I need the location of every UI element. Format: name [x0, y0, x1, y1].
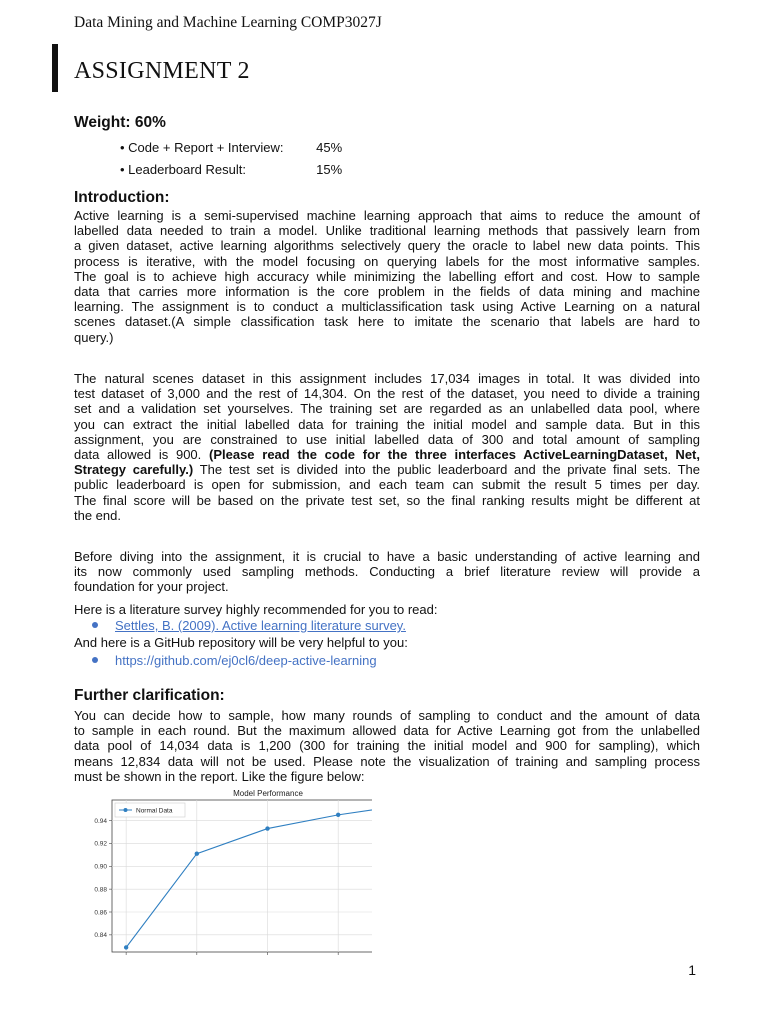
weight-item: • Code + Report + Interview: 45%: [120, 137, 342, 159]
text-line: a given dataset, active learning algorithms selectively query the oracle to label new data points. This: [74, 238, 700, 254]
repo-list-item: [92, 653, 377, 668]
text-line: The final score will be based on the private test set, so the final ranking results might be different at: [74, 492, 700, 508]
text-line: query.): [74, 329, 114, 345]
text-line: assignment, you are constrained to use initial labelled data of 300 and total amount of sampling: [74, 431, 700, 447]
text-line: public leaderboard is open for submission, and each team can submit the result 5 times per day.: [74, 477, 700, 493]
data-point: [195, 852, 199, 856]
text-line: scenes dataset.(A simple classification task here to imitate the scenario that labels are hard to: [74, 314, 700, 330]
text-line: labelled data needed to train a model. Unlike traditional learning methods that passively learn from: [74, 223, 700, 239]
weight-heading: Weight: 60%: [74, 114, 166, 131]
clarification-heading: Further clarification:: [74, 687, 225, 704]
repo-text: And here is a GitHub repository will be very helpful to you:: [74, 635, 408, 650]
text-line: [74, 462, 700, 477]
intro-heading: Introduction:: [74, 189, 170, 206]
data-point: [265, 826, 269, 830]
weight-item-label: Code + Report + Interview:: [128, 140, 284, 155]
clarification-paragraph: [74, 708, 700, 784]
text-line: process is iterative, with the model focusing on querying labels for the most informative samples.: [74, 253, 700, 269]
data-point: [124, 945, 128, 949]
y-tick-label: 0.90: [94, 863, 107, 871]
text-line: means 12,834 data will not be used. Please note the visualization of training and sampling process: [74, 753, 700, 769]
page-title: ASSIGNMENT 2: [74, 58, 250, 84]
chart-title: Model Performance: [233, 789, 303, 798]
text-line: You can decide how to sample, how many rounds of sampling to conduct and the amount of data: [74, 708, 700, 723]
survey-link[interactable]: Settles, B. (2009). Active learning literature survey.: [115, 618, 406, 633]
bullet-icon: [92, 622, 98, 628]
text-line: [74, 447, 700, 462]
bullet-icon: [92, 657, 98, 663]
weight-item: • Leaderboard Result: 15%: [120, 159, 342, 181]
text-line: Before diving into the assignment, it is crucial to have a basic understanding of active learning and: [74, 549, 700, 564]
weight-item-value: 15%: [316, 162, 343, 177]
bold-instruction: (Please read the code for the three interfaces ActiveLearningDataset, Net,: [209, 447, 700, 463]
text-line: The natural scenes dataset in this assignment includes 17,034 images in total. It was divided into: [74, 371, 700, 386]
course-header: Data Mining and Machine Learning COMP3027J: [74, 14, 382, 31]
bold-instruction: Strategy carefully.): [74, 462, 194, 478]
y-tick-label: 0.92: [94, 840, 107, 848]
legend-label: Normal Data: [136, 807, 173, 815]
text-run: The test set is divided into the public leaderboard and the private final sets. The: [193, 462, 700, 478]
plot-area: [112, 800, 372, 952]
intro-paragraph-1: [74, 208, 700, 345]
repo-link[interactable]: https://github.com/ej0cl6/deep-active-learning: [115, 653, 377, 668]
text-line: The goal is to achieve high accuracy while minimizing the labelling effort and cost. How to sample: [74, 268, 700, 284]
text-line: set and a validation set yourselves. The training set are regarded as an unlabelled data pool, where: [74, 401, 700, 417]
text-line: its now commonly used sampling methods. Conducting a brief literature review will provide a: [74, 564, 700, 580]
text-line: learning. The assignment is to conduct a multiclassification task using Active Learning on a natural: [74, 299, 700, 315]
intro-paragraph-3: [74, 549, 700, 595]
legend: [115, 803, 185, 817]
text-line: must be shown in the report. Like the figure below:: [74, 768, 365, 784]
y-tick-label: 0.84: [94, 932, 107, 940]
text-line: test dataset of 3,000 and the rest of 14,304. On the rest of the dataset, you need to divide a training: [74, 386, 700, 402]
y-tick-label: 0.94: [94, 817, 107, 825]
weight-item-label: Leaderboard Result:: [128, 162, 246, 177]
legend-marker-icon: [124, 808, 128, 812]
page-number: 1: [688, 962, 696, 978]
title-accent-bar: [52, 44, 58, 92]
y-ticks: [94, 818, 112, 939]
text-line: foundation for your project.: [74, 579, 229, 595]
text-line: you can extract the initial labelled data for training the initial model and sample data. But in this: [74, 416, 700, 432]
y-tick-label: 0.86: [94, 909, 107, 917]
survey-text: Here is a literature survey highly recommended for you to read:: [74, 602, 438, 617]
text-line: to sample in each round. But the maximum allowed data for Active Learning got from the unlabelled: [74, 723, 700, 739]
weight-list: [120, 137, 342, 181]
weight-item-value: 45%: [316, 140, 343, 155]
data-point: [336, 813, 340, 817]
survey-list-item: [92, 618, 406, 633]
model-performance-chart: [72, 786, 372, 958]
text-line: the end.: [74, 507, 121, 523]
y-tick-label: 0.88: [94, 886, 107, 894]
text-line: data pool of 14,034 data is 1,200 (300 for training the initial model and 900 for sampling), which: [74, 738, 700, 754]
x-ticks: [126, 952, 372, 955]
intro-paragraph-2: [74, 371, 700, 523]
text-line: Active learning is a semi-supervised machine learning approach that aims to reduce the amount of: [74, 208, 700, 223]
text-line: data that carries more information is the core problem in the fields of data mining and machine: [74, 284, 700, 300]
text-run: data allowed is 900.: [74, 447, 209, 463]
